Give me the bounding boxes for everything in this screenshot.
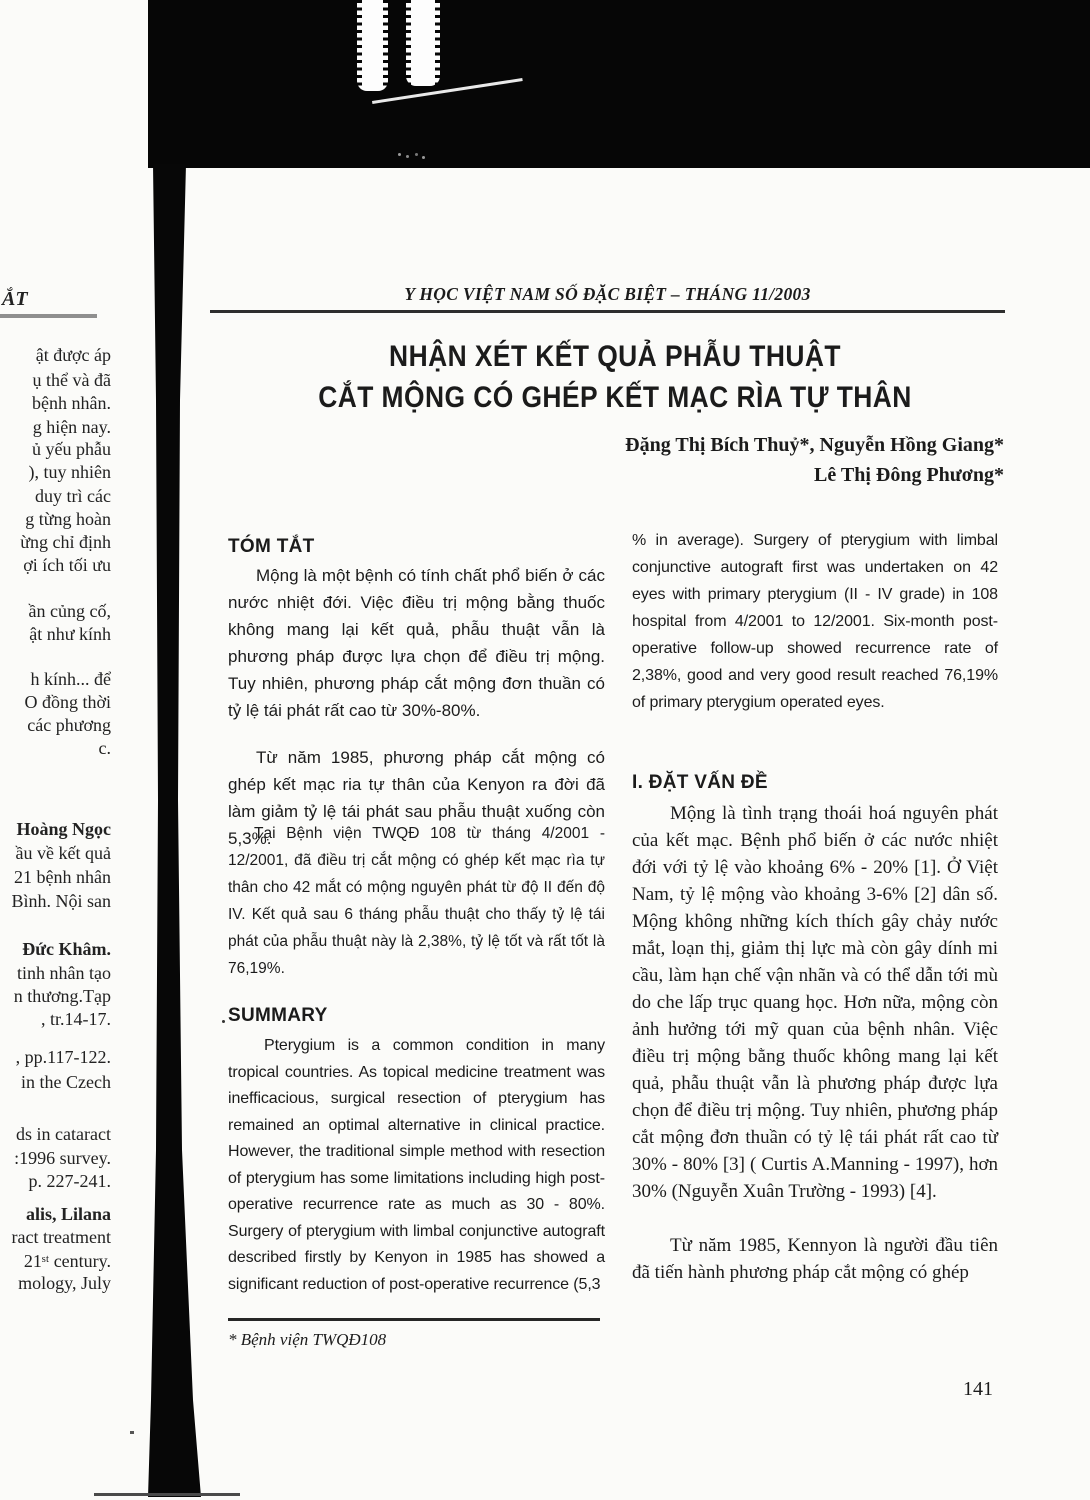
margin-fragment: ẮT (2, 288, 28, 310)
margin-fragment: ds in cataract (16, 1124, 111, 1144)
author-list (625, 430, 1004, 490)
margin-fragment: ợi ích tối ưu (23, 555, 111, 575)
margin-fragment: tinh nhân tạo (17, 963, 111, 983)
margin-fragment: duy trì các (35, 486, 111, 506)
article-title-line-1: NHẬN XÉT KẾT QUẢ PHẪU THUẬT (389, 340, 841, 373)
margin-fragment: , tr.14-17. (41, 1009, 111, 1029)
margin-fragment: mology, July (18, 1273, 111, 1293)
margin-fragment: c. (98, 738, 111, 758)
margin-fragment: ), tuy nhiên (28, 462, 111, 482)
margin-fragment: n thương.Tạp (13, 986, 111, 1006)
margin-fragment: h kính... để (30, 669, 111, 689)
margin-fragment: Đức Khâm. (22, 939, 111, 959)
tomtat-paragraph-2: Từ năm 1985, phương pháp cắt mộng có ghép kết mạc ria tự thân của Kenyon ra đời đã làm giảm tỷ lệ tái phát sau phẫu thuật xuống còn 5,3%. (228, 748, 605, 848)
introduction-paragraph-2: Từ năm 1985, Kennyon là người đầu tiên đã tiến hành phương pháp cắt mộng có ghép (632, 1235, 998, 1283)
summary-continued-paragraph: % in average). Surgery of pterygium with limbal conjunctive autograft first was undertaken on 42 eyes with primary pterygium (II - IV grade) in 108 hospital from 4/2001 to 12/2001. Six-month post-operative follow-up showed recurrence rate of 2,38%, good and very good result reached 76,19% of primary pterygium operated eyes. (632, 532, 998, 711)
margin-fragment: ần củng cố, (28, 601, 111, 621)
summary-heading: SUMMARY (228, 1005, 328, 1026)
margin-fragment: các phương (27, 715, 111, 735)
margin-fragment: ụ thể và đã (32, 370, 111, 390)
tomtat-heading: TÓM TẮT (228, 536, 315, 557)
header-rule (210, 310, 1005, 313)
margin-fragment: 21 bệnh nhân (14, 867, 111, 887)
article-title (185, 336, 1045, 418)
margin-fragment: ật như kính (29, 624, 111, 644)
margin-fragment: ừng chỉ định (20, 532, 111, 552)
margin-fragment: :1996 survey. (14, 1148, 111, 1168)
left-margin-fragments (0, 0, 113, 1500)
introduction-paragraph-1: Mộng là tình trạng thoái hoá nguyên phát của kết mạc. Bệnh phổ biến ở các nước nhiệt đới với tỷ lệ vào khoảng 6% - 20% [1]. Ở Việt Nam, tỷ lệ mộng vào khoảng 3-6% [2] dân số. Mộng không những kích thích gây chảy nước mắt, loạn thị, giảm thị lực mà còn gây dính mi cầu, làm hạn chế vận nhãn và có thể dẫn tới mù do che lấp trục quang học. Hơn nữa, mộng còn ảnh hưởng tới mỹ quan của bệnh nhân. Việc điều trị mộng bằng thuốc không mang lại kết quả, phẫu thuật vẫn là phương pháp được lựa chọn để điều trị mộng. Tuy nhiên, phương pháp cắt mộng đơn thuần có tỷ lệ tái phát rất cao từ 30% - 80% [3] ( Curtis A.Manning - 1997), hơn 30% (Nguyễn Xuân Trường - 1993) [4]. (632, 803, 998, 1202)
margin-fragment: O đồng thời (24, 692, 111, 712)
scan-speck (130, 1431, 134, 1434)
scan-speck (222, 1020, 225, 1023)
margin-header-rule (0, 314, 97, 318)
author-line-1: Đặng Thị Bích Thuỷ*, Nguyễn Hồng Giang* (625, 434, 1004, 456)
margin-fragment: g hiện nay. (32, 417, 111, 437)
page-number: 141 (963, 1378, 993, 1400)
margin-fragment: ầu về kết quả (15, 843, 111, 863)
bottom-scan-line (94, 1493, 240, 1496)
margin-fragment: p. 227-241. (28, 1171, 111, 1191)
margin-fragment: , pp.117-122. (15, 1047, 111, 1067)
margin-fragment: in the Czech (21, 1072, 111, 1092)
margin-fragment: Hoàng Ngọc (16, 819, 111, 839)
margin-fragment: ủ yếu phẫu (32, 439, 111, 459)
margin-fragment: ật được áp (35, 345, 111, 365)
footnote-rule (228, 1318, 600, 1321)
margin-fragment: alis, Lilana (25, 1204, 111, 1224)
article-title-line-2: CẮT MỘNG CÓ GHÉP KẾT MẠC RÌA TỰ THÂN (318, 381, 912, 414)
margin-fragment: g từng hoàn (25, 509, 111, 529)
margin-fragment: ract treatment (11, 1227, 111, 1247)
affiliation-footnote: * Bệnh viện TWQĐ108 (228, 1330, 387, 1349)
tomtat-paragraph-3: Tại Bệnh viện TWQĐ 108 từ tháng 4/2001 - 12/2001, đã điều trị cắt mộng có ghép kết mạc rìa tự thân cho 42 mắt có mộng nguyên phát từ độ II đến độ IV. Kết quả sau 6 tháng phẫu thuật cho thấy tỷ lệ tái phát của phẫu thuật này là 2,38%, tỷ lệ tốt và rất tốt là 76,19%. (228, 825, 605, 977)
margin-fragment: 21ˢᵗ century. (23, 1251, 111, 1271)
margin-fragment: Bình. Nội san (11, 891, 111, 911)
author-line-2: Lê Thị Đông Phương* (814, 464, 1004, 486)
margin-fragment: bệnh nhân. (32, 393, 111, 413)
summary-paragraph: Pterygium is a common condition in many tropical countries. As topical medicine treatment was inefficacious, surgical resection of pterygium has remained an optimal alternative in clinical practice. However, the traditional simple method with resection of pterygium has some limitations including high post-operative recurrence rate as much as 30 - 80%. Surgery of pterygium with limbal conjunctive autograft described firstly by Kenyon in 1985 has showed a significant reduction of post-operative recurrence (5,3 (228, 1037, 605, 1293)
dat-van-de-heading: I. ĐẶT VẤN ĐỀ (632, 772, 768, 793)
journal-running-header: Y HỌC VIỆT NAM SỐ ĐẶC BIỆT – THÁNG 11/2003 (404, 284, 811, 304)
tomtat-paragraph-1: Mộng là một bệnh có tính chất phổ biến ở các nước nhiệt đới. Việc điều trị mộng bằng thuốc không mang lại kết quả, phẫu thuật vẫn là phương pháp được lựa chọn để điều trị mộng. Tuy nhiên, phương pháp cắt mộng đơn thuần có tỷ lệ tái phát rất cao từ 30%-80%. (228, 566, 605, 720)
